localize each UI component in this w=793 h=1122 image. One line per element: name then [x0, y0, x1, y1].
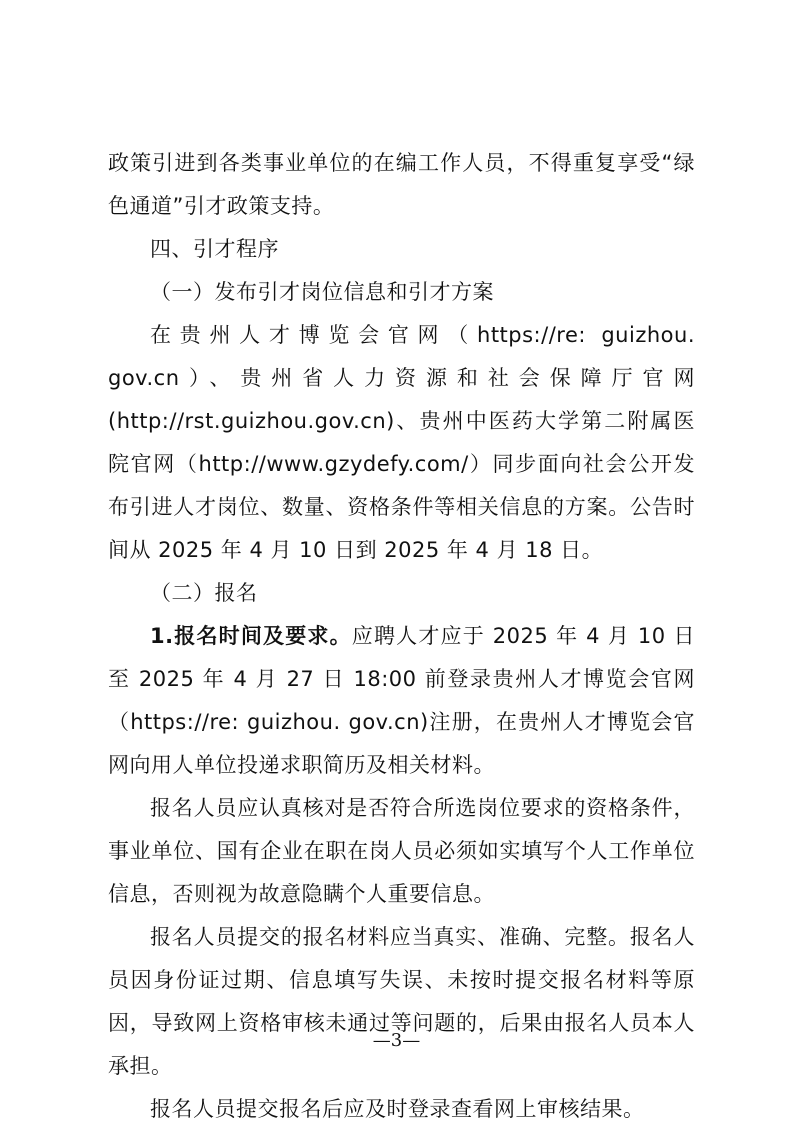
registration-time-text: 应聘人才应于 2025 年 4 月 10 日至 2025 年 4 月 27 日 18:00 前登录贵州人才博览会官网（https://re: guizhou. gov.cn)注册，在贵州人才博览会官网向用人单位投递求职简历及相关材料。	[108, 624, 696, 777]
paragraph-material-accuracy: 报名人员提交的报名材料应当真实、准确、完整。报名人员因身份证过期、信息填写失误、未按时提交报名材料等原因，导致网上资格审核未通过等问题的，后果由报名人员本人承担。	[108, 925, 695, 1078]
subsection-heading-registration: （二）报名	[150, 581, 258, 605]
paragraph-publish-info: 在贵州人才博览会官网（https://re: guizhou. gov.cn）、贵州省人力资源和社会保障厅官网(http://rst.guizhou.gov.cn)、贵州中医药大学第二附属医院官网（http://www.gzydefy.com/）同步面向社会公开发布引进人才岗位、数量、资格条件等相关信息的方案。公告时间从 2025 年 4 月 10 日到 2025 年 4 月 18 日。	[108, 323, 695, 562]
subsection-heading-publish: （一）发布引才岗位信息和引才方案	[150, 280, 494, 304]
paragraph-qualification-check: 报名人员应认真核对是否符合所选岗位要求的资格条件，事业单位、国有企业在职在岗人员必须如实填写个人工作单位信息，否则视为故意隐瞒个人重要信息。	[108, 796, 695, 906]
paragraph-registration-time	[108, 615, 695, 787]
paragraph-check-results: 报名人员提交报名后应及时登录查看网上审核结果。	[150, 1097, 645, 1121]
section-heading-procedure: 四、引才程序	[150, 237, 279, 261]
paragraph-policy-continuation: 政策引进到各类事业单位的在编工作人员，不得重复享受“绿色通道”引才政策支持。	[108, 151, 695, 218]
document-body	[108, 142, 695, 1122]
registration-time-lead: 1.报名时间及要求。	[150, 624, 352, 648]
page-number: —3—	[372, 1030, 421, 1051]
